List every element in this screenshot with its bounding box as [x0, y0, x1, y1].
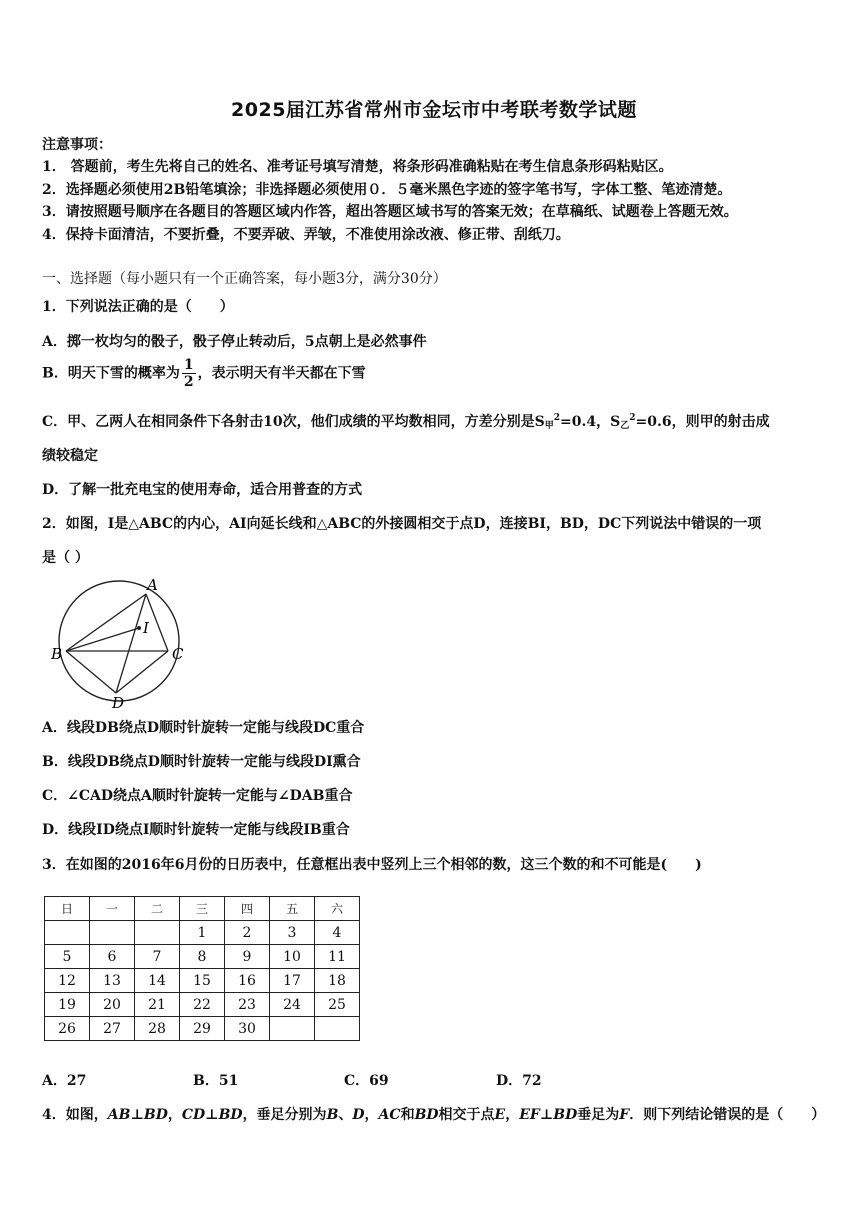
superscript-2: 2 — [629, 413, 636, 423]
calendar-cell: 16 — [225, 969, 270, 993]
q4-text: 和 — [400, 1107, 415, 1123]
calendar-cell: 13 — [90, 969, 135, 993]
calendar-cell — [90, 921, 135, 945]
q2-option-a: A．线段DB绕点D顺时针旋转一定能与线段DC重合 — [42, 720, 365, 736]
calendar-cell: 21 — [135, 993, 180, 1017]
subscript-yi: 乙 — [620, 421, 630, 431]
subscript-jia: 甲 — [544, 421, 554, 431]
segment-bd — [66, 651, 116, 693]
calendar-cell: 11 — [315, 945, 360, 969]
table-row — [45, 969, 360, 993]
calendar-cell: 6 — [90, 945, 135, 969]
calendar-cell: 18 — [315, 969, 360, 993]
q1-option-d: D．了解一批充电宝的使用寿命，适合用普查的方式 — [42, 482, 363, 498]
segment-bi — [66, 628, 139, 651]
q1-option-b-pre: B．明天下雪的概率为 — [42, 365, 180, 382]
q4-math: F — [619, 1107, 630, 1123]
q1-stem: 1．下列说法正确的是（ ） — [42, 299, 234, 315]
notice-item-2: 2．选择题必须使用2B铅笔填涂；非选择题必须使用０．５毫米黑色字迹的签字笔书写，字体工整、笔迹清楚。 — [42, 182, 732, 198]
fraction-numerator: 1 — [183, 357, 194, 373]
notice-item-1: 1． 答题前，考生先将自己的姓名、准考证号填写清楚，将条形码准确粘贴在考生信息条形码粘贴区。 — [42, 159, 673, 175]
table-row — [45, 945, 360, 969]
q4-text: 、 — [338, 1107, 353, 1123]
label-c: C — [172, 645, 184, 663]
q1-option-b-post: ，表示明天有半天都在下雪 — [197, 365, 366, 382]
q4-text: ，垂足分别为 — [242, 1107, 327, 1123]
q3-option-a: A．27 — [42, 1073, 87, 1089]
q3-option-d: D．72 — [496, 1073, 542, 1089]
q4-text: ， — [167, 1107, 182, 1123]
calendar-cell: 9 — [225, 945, 270, 969]
calendar-cell: 日 — [45, 897, 90, 921]
q2-option-d: D．线段ID绕点I顺时针旋转一定能与线段IB重合 — [42, 822, 350, 838]
q4-text: ， — [505, 1107, 520, 1123]
q2-option-c: C．∠CAD绕点A顺时针旋转一定能与∠DAB重合 — [42, 788, 353, 804]
q4-math: B — [326, 1107, 339, 1123]
calendar-cell: 三 — [180, 897, 225, 921]
calendar-cell: 1 — [180, 921, 225, 945]
label-d: D — [112, 694, 125, 710]
q1-option-c-post: =0.6，则甲的射击成 — [635, 414, 770, 430]
fraction-one-half — [182, 357, 196, 390]
q2-option-b: B．线段DB绕点D顺时针旋转一定能与线段DI熏合 — [42, 754, 361, 770]
calendar-cell: 27 — [90, 1017, 135, 1041]
calendar-cell: 28 — [135, 1017, 180, 1041]
label-i: I — [143, 619, 149, 637]
q4-text: ， — [364, 1107, 379, 1123]
q4-math: E — [494, 1107, 506, 1123]
label-a: A — [147, 576, 158, 594]
q1-option-c-pre: C．甲、乙两人在相同条件下各射击10次，他们成绩的平均数相同，方差分别是S — [42, 414, 545, 430]
q1-option-c-mid: =0.4，S — [560, 414, 621, 430]
q1-option-a: A．掷一枚均匀的骰子，骰子停止转动后，5点朝上是必然事件 — [42, 334, 427, 350]
q4-stem — [42, 1104, 825, 1124]
q4-math: AB⊥BD — [107, 1107, 168, 1123]
notice-item-3: 3．请按照题号顺序在各题目的答题区域内作答，超出答题区域书写的答案无效；在草稿纸、试题卷上答题无效。 — [42, 204, 738, 220]
q1-option-c-cont: 绩较稳定 — [42, 448, 98, 464]
calendar-cell: 4 — [315, 921, 360, 945]
q1-option-b — [42, 357, 366, 390]
segment-ad — [116, 594, 146, 693]
page-title: 2025届江苏省常州市金坛市中考联考数学试题 — [231, 99, 637, 121]
calendar-cell — [270, 1017, 315, 1041]
q4-math: CD⊥BD — [181, 1107, 243, 1123]
calendar-cell: 30 — [225, 1017, 270, 1041]
calendar-cell: 六 — [315, 897, 360, 921]
calendar-cell: 五 — [270, 897, 315, 921]
q4-math: AC — [378, 1107, 401, 1123]
q2-stem: 2．如图，I是△ABC的内心，AI向延长线和△ABC的外接圆相交于点D，连接BI，BD，DC下列说法中错误的一项 — [42, 516, 762, 532]
q4-math: EF⊥BD — [519, 1107, 578, 1123]
calendar-cell: 15 — [180, 969, 225, 993]
calendar-cell: 10 — [270, 945, 315, 969]
q4-text: 相交于点 — [438, 1107, 495, 1123]
point-i — [137, 626, 141, 630]
q4-math: D — [352, 1107, 365, 1123]
q1-option-c — [42, 411, 770, 431]
calendar-cell: 3 — [270, 921, 315, 945]
calendar-cell: 20 — [90, 993, 135, 1017]
calendar-cell: 29 — [180, 1017, 225, 1041]
calendar-cell: 26 — [45, 1017, 90, 1041]
notice-heading: 注意事项： — [42, 137, 112, 153]
superscript-2: 2 — [553, 413, 561, 423]
calendar-cell: 17 — [270, 969, 315, 993]
calendar-cell — [135, 921, 180, 945]
calendar-cell: 8 — [180, 945, 225, 969]
table-row — [45, 1017, 360, 1041]
calendar-cell: 23 — [225, 993, 270, 1017]
q4-text: ．则下列结论错误的是（ ） — [629, 1107, 826, 1123]
calendar-cell: 7 — [135, 945, 180, 969]
circle-triangle-figure — [46, 575, 196, 710]
calendar-cell: 2 — [225, 921, 270, 945]
q3-option-b: B．51 — [193, 1073, 239, 1089]
calendar-cell: 四 — [225, 897, 270, 921]
calendar-cell: 二 — [135, 897, 180, 921]
table-row — [45, 921, 360, 945]
calendar-cell — [45, 921, 90, 945]
calendar-cell: 22 — [180, 993, 225, 1017]
calendar-cell: 5 — [45, 945, 90, 969]
segment-cd — [116, 651, 168, 693]
table-row — [45, 897, 360, 921]
q4-math: BD — [414, 1107, 439, 1123]
calendar-cell — [315, 1017, 360, 1041]
q4-text: 垂足为 — [577, 1107, 620, 1123]
q3-option-c: C．69 — [344, 1073, 389, 1089]
calendar-cell: 19 — [45, 993, 90, 1017]
fraction-denominator: 2 — [183, 374, 194, 390]
table-row — [45, 993, 360, 1017]
calendar-cell: 12 — [45, 969, 90, 993]
calendar-table — [44, 896, 360, 1041]
segment-ab — [66, 594, 146, 651]
q4-text: 4．如图， — [42, 1107, 108, 1123]
calendar-cell: 14 — [135, 969, 180, 993]
calendar-cell: 25 — [315, 993, 360, 1017]
q3-stem: 3．在如图的2016年6月份的日历表中，任意框出表中竖列上三个相邻的数，这三个数的和不可能是( ) — [42, 857, 702, 873]
q2-stem-cont: 是（ ） — [42, 550, 89, 566]
calendar-cell: 24 — [270, 993, 315, 1017]
label-b: B — [51, 645, 63, 663]
calendar-cell: 一 — [90, 897, 135, 921]
section-heading: 一、选择题（每小题只有一个正确答案，每小题3分，满分30分） — [42, 271, 447, 287]
notice-item-4: 4．保持卡面清洁，不要折叠，不要弄破、弄皱，不准使用涂改液、修正带、刮纸刀。 — [42, 227, 570, 243]
